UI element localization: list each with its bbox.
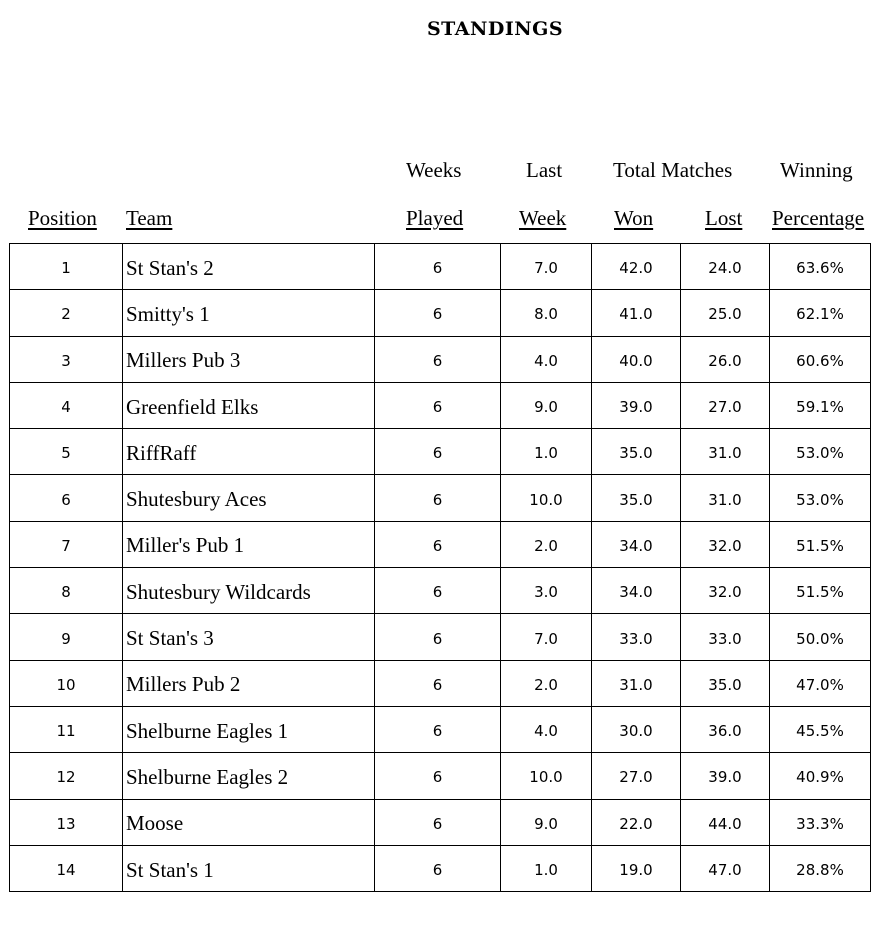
lost-cell: 32.0 — [681, 568, 770, 614]
standings-body — [10, 244, 871, 892]
position-cell: 4 — [10, 382, 123, 428]
table-row — [10, 706, 871, 752]
lost-cell: 39.0 — [681, 753, 770, 799]
table-row — [10, 429, 871, 475]
team-cell: Smitty's 1 — [123, 290, 375, 336]
played-cell: 6 — [375, 290, 501, 336]
position-cell: 2 — [10, 290, 123, 336]
last-week-cell: 10.0 — [501, 753, 592, 799]
percentage-cell: 28.8% — [770, 845, 871, 891]
last-week-cell: 8.0 — [501, 290, 592, 336]
team-cell: Miller's Pub 1 — [123, 521, 375, 567]
table-row — [10, 521, 871, 567]
played-cell: 6 — [375, 244, 501, 290]
lost-cell: 25.0 — [681, 290, 770, 336]
header-week: Week — [519, 206, 567, 230]
played-cell: 6 — [375, 799, 501, 845]
position-cell: 9 — [10, 614, 123, 660]
position-cell: 5 — [10, 429, 123, 475]
percentage-cell: 51.5% — [770, 521, 871, 567]
table-row — [10, 290, 871, 336]
lost-cell: 33.0 — [681, 614, 770, 660]
position-cell: 3 — [10, 336, 123, 382]
percentage-cell: 47.0% — [770, 660, 871, 706]
won-cell: 34.0 — [592, 521, 681, 567]
lost-cell: 31.0 — [681, 475, 770, 521]
won-cell: 34.0 — [592, 568, 681, 614]
header-total-matches: Total Matches — [613, 158, 733, 182]
percentage-cell: 53.0% — [770, 475, 871, 521]
last-week-cell: 7.0 — [501, 614, 592, 660]
position-cell: 1 — [10, 244, 123, 290]
won-cell: 19.0 — [592, 845, 681, 891]
table-row — [10, 568, 871, 614]
team-cell: Millers Pub 3 — [123, 336, 375, 382]
table-row — [10, 660, 871, 706]
won-cell: 41.0 — [592, 290, 681, 336]
won-cell: 39.0 — [592, 382, 681, 428]
header-position: Position — [28, 206, 97, 230]
table-row — [10, 475, 871, 521]
header-weeks: Weeks — [406, 158, 462, 182]
won-cell: 40.0 — [592, 336, 681, 382]
page-title: STANDINGS — [426, 18, 564, 40]
header-played: Played — [406, 206, 464, 230]
position-cell: 12 — [10, 753, 123, 799]
last-week-cell: 7.0 — [501, 244, 592, 290]
lost-cell: 26.0 — [681, 336, 770, 382]
percentage-cell: 40.9% — [770, 753, 871, 799]
header-winning: Winning — [780, 158, 853, 182]
last-week-cell: 9.0 — [501, 799, 592, 845]
lost-cell: 44.0 — [681, 799, 770, 845]
percentage-cell: 59.1% — [770, 382, 871, 428]
last-week-cell: 1.0 — [501, 845, 592, 891]
played-cell: 6 — [375, 475, 501, 521]
percentage-cell: 51.5% — [770, 568, 871, 614]
team-cell: St Stan's 3 — [123, 614, 375, 660]
team-cell: Moose — [123, 799, 375, 845]
header-team: Team — [126, 206, 173, 230]
won-cell: 42.0 — [592, 244, 681, 290]
lost-cell: 36.0 — [681, 706, 770, 752]
last-week-cell: 4.0 — [501, 336, 592, 382]
played-cell: 6 — [375, 706, 501, 752]
lost-cell: 47.0 — [681, 845, 770, 891]
team-cell: RiffRaff — [123, 429, 375, 475]
lost-cell: 32.0 — [681, 521, 770, 567]
lost-cell: 31.0 — [681, 429, 770, 475]
table-row — [10, 614, 871, 660]
last-week-cell: 2.0 — [501, 660, 592, 706]
last-week-cell: 3.0 — [501, 568, 592, 614]
played-cell: 6 — [375, 845, 501, 891]
team-cell: St Stan's 1 — [123, 845, 375, 891]
header-percentage: Percentage — [772, 206, 865, 230]
standings-table — [9, 243, 871, 892]
header-won: Won — [614, 206, 654, 230]
played-cell: 6 — [375, 336, 501, 382]
position-cell: 6 — [10, 475, 123, 521]
position-cell: 13 — [10, 799, 123, 845]
last-week-cell: 2.0 — [501, 521, 592, 567]
team-cell: Shutesbury Wildcards — [123, 568, 375, 614]
won-cell: 33.0 — [592, 614, 681, 660]
played-cell: 6 — [375, 382, 501, 428]
won-cell: 35.0 — [592, 429, 681, 475]
team-cell: Shelburne Eagles 2 — [123, 753, 375, 799]
team-cell: Shelburne Eagles 1 — [123, 706, 375, 752]
position-cell: 8 — [10, 568, 123, 614]
header-lost: Lost — [705, 206, 743, 230]
team-cell: St Stan's 2 — [123, 244, 375, 290]
team-cell: Millers Pub 2 — [123, 660, 375, 706]
played-cell: 6 — [375, 568, 501, 614]
played-cell: 6 — [375, 429, 501, 475]
position-cell: 7 — [10, 521, 123, 567]
header-last: Last — [526, 158, 563, 182]
table-row — [10, 336, 871, 382]
table-row — [10, 799, 871, 845]
played-cell: 6 — [375, 753, 501, 799]
position-cell: 11 — [10, 706, 123, 752]
percentage-cell: 45.5% — [770, 706, 871, 752]
percentage-cell: 33.3% — [770, 799, 871, 845]
won-cell: 30.0 — [592, 706, 681, 752]
played-cell: 6 — [375, 660, 501, 706]
percentage-cell: 62.1% — [770, 290, 871, 336]
last-week-cell: 1.0 — [501, 429, 592, 475]
played-cell: 6 — [375, 521, 501, 567]
position-cell: 14 — [10, 845, 123, 891]
won-cell: 27.0 — [592, 753, 681, 799]
team-cell: Greenfield Elks — [123, 382, 375, 428]
table-row — [10, 244, 871, 290]
last-week-cell: 9.0 — [501, 382, 592, 428]
last-week-cell: 4.0 — [501, 706, 592, 752]
lost-cell: 35.0 — [681, 660, 770, 706]
position-cell: 10 — [10, 660, 123, 706]
won-cell: 31.0 — [592, 660, 681, 706]
percentage-cell: 53.0% — [770, 429, 871, 475]
table-row — [10, 845, 871, 891]
played-cell: 6 — [375, 614, 501, 660]
percentage-cell: 50.0% — [770, 614, 871, 660]
percentage-cell: 60.6% — [770, 336, 871, 382]
lost-cell: 27.0 — [681, 382, 770, 428]
table-row — [10, 382, 871, 428]
table-row — [10, 753, 871, 799]
won-cell: 22.0 — [592, 799, 681, 845]
won-cell: 35.0 — [592, 475, 681, 521]
team-cell: Shutesbury Aces — [123, 475, 375, 521]
percentage-cell: 63.6% — [770, 244, 871, 290]
last-week-cell: 10.0 — [501, 475, 592, 521]
lost-cell: 24.0 — [681, 244, 770, 290]
